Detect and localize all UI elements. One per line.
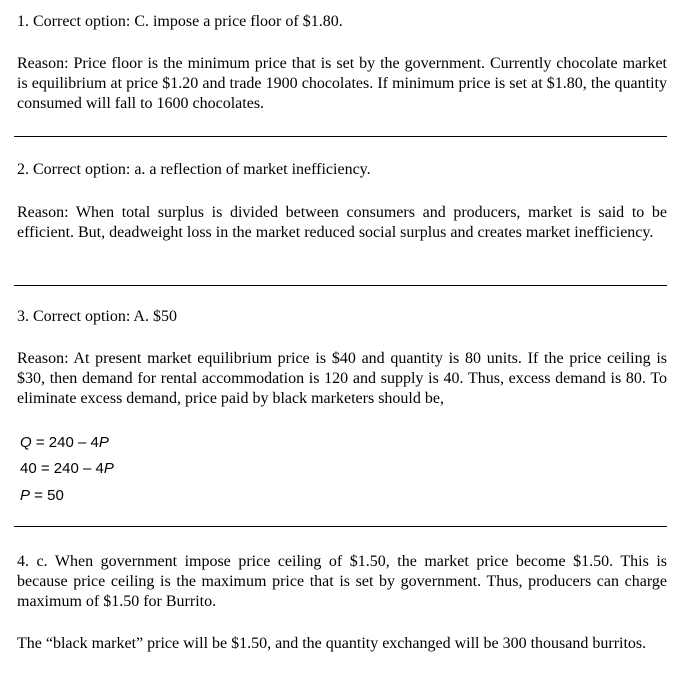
divider-3 [14,526,667,527]
divider-2 [14,285,667,286]
equation-1-lhs: Q [20,434,32,451]
equation-1-rhs: = 240 – 4 [31,434,99,451]
q4-reason: The “black market” price will be $1.50, and the quantity exchanged will be 300 thousand burritos. [17,635,647,652]
q2-reason: Reason: When total surplus is divided between consumers and producers, market is said to be efficient. But, deadweight loss in the market reduced social surplus and creates market inefficiency. [17,204,667,241]
q4-answer: 4. c. When government impose price ceiling of $1.50, the market price become $1.50. This is because price ceiling is the maximum price that is set by government. Thus, producers can charge maximum of $1.50 for Burrito. [17,553,667,610]
q3-reason: Reason: At present market equilibrium price is $40 and quantity is 80 units. If the price ceiling is $30, then demand for rental accommodation is 120 and supply is 40. Thus, excess demand is 80. To eliminate excess demand, price paid by black marketers should be, [17,350,667,407]
equation-3-lhs: P [20,487,31,504]
equation-2 [20,460,114,478]
q1-reason: Reason: Price floor is the minimum price that is set by the government. Currently chocolate market is equilibrium at price $1.20 and trade 1900 chocolates. If minimum price is set at $1.80, the quantity consumed will fall to 1600 chocolates. [17,55,667,112]
equation-1-var: P [98,434,109,451]
equation-2-rhs: 40 = 240 – 4 [20,460,104,477]
divider-1 [14,136,667,137]
q2-answer: 2. Correct option: a. a reflection of market inefficiency. [17,161,371,178]
equation-3-rhs: = 50 [30,487,64,504]
q1-answer: 1. Correct option: C. impose a price floor of $1.80. [17,13,343,30]
equation-3 [20,487,64,505]
q3-answer: 3. Correct option: A. $50 [17,308,177,325]
equation-1 [20,434,109,452]
equation-2-var: P [103,460,114,477]
